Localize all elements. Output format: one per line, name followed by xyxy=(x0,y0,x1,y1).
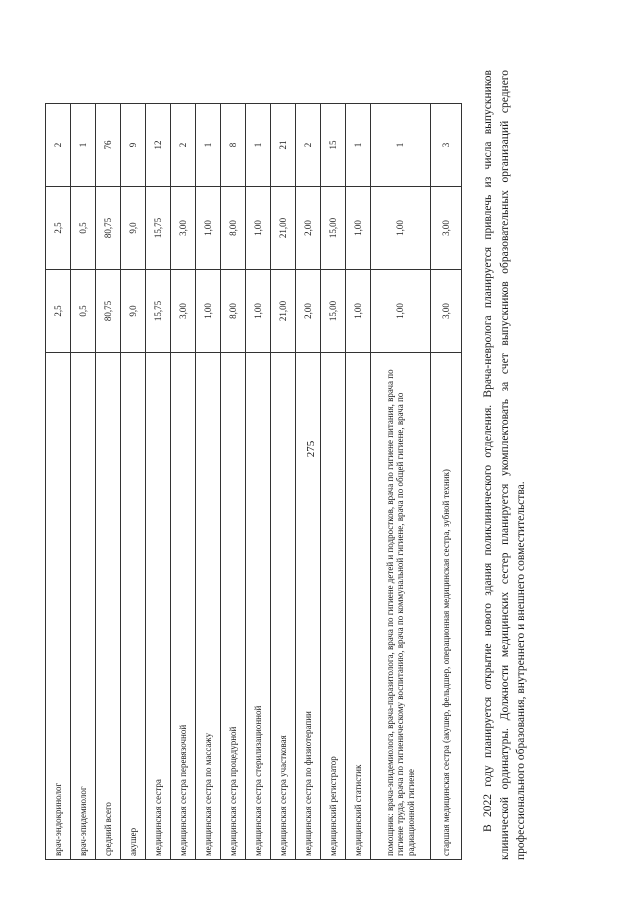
position-cell: врач-эпидемиолог xyxy=(71,353,96,860)
value-cell: 9,0 xyxy=(121,187,146,270)
position-cell: средний всего xyxy=(96,353,121,860)
value-cell: 1 xyxy=(71,104,96,187)
value-cell: 15,00 xyxy=(321,270,346,353)
position-cell: медицинская сестра стерилизационной xyxy=(246,353,271,860)
table-row xyxy=(296,104,321,860)
value-cell: 2 xyxy=(296,104,321,187)
value-cell: 2,5 xyxy=(46,270,71,353)
value-cell: 15 xyxy=(321,104,346,187)
value-cell: 80,75 xyxy=(96,187,121,270)
value-cell: 15,00 xyxy=(321,187,346,270)
position-cell: медицинская сестра процедурной xyxy=(221,353,246,860)
value-cell: 3,00 xyxy=(431,270,462,353)
value-cell: 1,00 xyxy=(196,270,221,353)
table-row xyxy=(371,104,431,860)
position-cell: врач-эндокринолог xyxy=(46,353,71,860)
value-cell: 9,0 xyxy=(121,270,146,353)
value-cell: 1 xyxy=(246,104,271,187)
value-cell: 2,00 xyxy=(296,187,321,270)
value-cell: 1,00 xyxy=(196,187,221,270)
value-cell: 2,00 xyxy=(296,270,321,353)
position-cell: медицинская сестра по массажу xyxy=(196,353,221,860)
position-cell: медицинская сестра перевязочной xyxy=(171,353,196,860)
value-cell: 2 xyxy=(171,104,196,187)
value-cell: 0,5 xyxy=(71,187,96,270)
value-cell: 2,5 xyxy=(46,187,71,270)
paragraph-text: В 2022 году планируется открытие нового здания поликлинического отделения. Врача-невролога планируется привлечь из числа выпускников клинической ординатуры. Должности медицинских сестер планируется укомплектовать за счет выпускников образовательных организаций среднего профессионального образования, внутреннего и внешнего совместительства. xyxy=(482,70,528,860)
position-cell: помощник: врача-эпидемиолога, врача-паразитолога, врача по гигиене детей и подростков, врача по гигиене питания, врача по гигиене труда, врача по гигиеническому воспитанию, врача по коммунальной гигиене, врача по общей гигиене, врача по радиационной гигиене xyxy=(371,353,431,860)
table-row xyxy=(46,104,71,860)
value-cell: 1 xyxy=(346,104,371,187)
table-row xyxy=(121,104,146,860)
value-cell: 21,00 xyxy=(271,270,296,353)
value-cell: 8 xyxy=(221,104,246,187)
position-cell: медицинский статистик xyxy=(346,353,371,860)
value-cell: 1,00 xyxy=(246,187,271,270)
value-cell: 76 xyxy=(96,104,121,187)
value-cell: 15,75 xyxy=(146,270,171,353)
position-cell: старшая медицинская сестра (акушер, фельдшер, операционная медицинская сестра, зубной техник) xyxy=(431,353,462,860)
page-number: 275 xyxy=(305,440,317,458)
value-cell: 21,00 xyxy=(271,187,296,270)
table-row xyxy=(146,104,171,860)
value-cell: 1,00 xyxy=(371,270,431,353)
value-cell: 21 xyxy=(271,104,296,187)
value-cell: 9 xyxy=(121,104,146,187)
table-row xyxy=(221,104,246,860)
staffing-table xyxy=(45,103,462,860)
value-cell: 80,75 xyxy=(96,270,121,353)
position-cell: медицинский регистратор xyxy=(321,353,346,860)
table-row xyxy=(271,104,296,860)
value-cell: 8,00 xyxy=(221,187,246,270)
position-cell: медицинская сестра по физиотерапии xyxy=(296,353,321,860)
table-row xyxy=(196,104,221,860)
value-cell: 1 xyxy=(371,104,431,187)
table-row xyxy=(246,104,271,860)
table-row xyxy=(431,104,462,860)
body-paragraph xyxy=(480,70,530,860)
value-cell: 0,5 xyxy=(71,270,96,353)
value-cell: 8,00 xyxy=(221,270,246,353)
value-cell: 1 xyxy=(196,104,221,187)
value-cell: 1,00 xyxy=(371,187,431,270)
position-cell: акушер xyxy=(121,353,146,860)
value-cell: 1,00 xyxy=(346,270,371,353)
table-row xyxy=(96,104,121,860)
value-cell: 3 xyxy=(431,104,462,187)
value-cell: 1,00 xyxy=(346,187,371,270)
value-cell: 3,00 xyxy=(171,187,196,270)
value-cell: 3,00 xyxy=(171,270,196,353)
value-cell: 2 xyxy=(46,104,71,187)
value-cell: 12 xyxy=(146,104,171,187)
rotated-page-content xyxy=(45,45,545,885)
value-cell: 3,00 xyxy=(431,187,462,270)
table-row xyxy=(171,104,196,860)
value-cell: 1,00 xyxy=(246,270,271,353)
position-cell: медицинская сестра xyxy=(146,353,171,860)
value-cell: 15,75 xyxy=(146,187,171,270)
table-row xyxy=(71,104,96,860)
table-row xyxy=(321,104,346,860)
position-cell: медицинская сестра участковая xyxy=(271,353,296,860)
table-row xyxy=(346,104,371,860)
